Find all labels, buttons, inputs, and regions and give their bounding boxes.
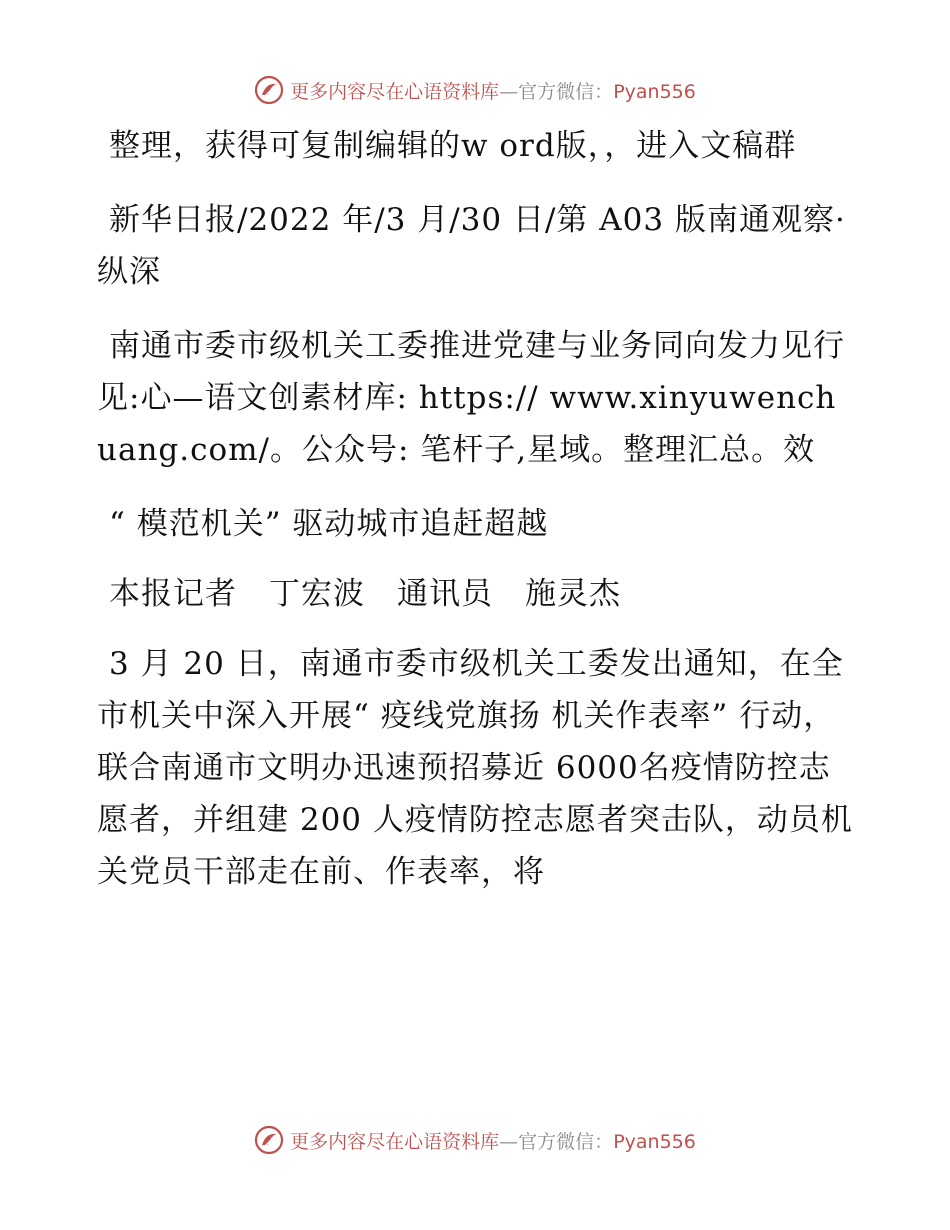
footer-watermark [0,1120,950,1160]
paragraph-subtitle: “ 模范机关” 驱动城市追赶超越 [109,506,549,542]
paragraph-intro: 整理，获得可复制编辑的w ord版，，进入文稿群 [109,128,797,164]
paragraph-headline: 南通市委市级机关工委推进党建与业务同向发力见行见:心—语文创素材库: https:// www.xinyuwenchuang.com/。公众号: 笔杆子,星域。整理汇总。效 [97,328,845,468]
paragraph-byline: 本报记者 丁宏波 通讯员 施灵杰 [109,576,621,612]
paragraph-body: 3 月 20 日，南通市委市级机关工委发出通知，在全市机关中深入开展“ 疫线党旗扬 机关作表率” 行动，联合南通市文明办迅速预招募近 6000名疫情防控志愿者，并组建 200 人疫情防控志愿者突击队，动员机关党员干部走在前、作表率，将 [97,646,853,890]
brand-logo-icon [254,1125,284,1155]
watermark-text: 更多内容尽在心语资料库—官方微信：Pyan556 [290,1130,696,1153]
document-body [97,120,857,920]
brand-logo-icon [254,75,284,105]
header-watermark [0,70,950,110]
watermark-text: 更多内容尽在心语资料库—官方微信：Pyan556 [290,80,696,103]
paragraph-source: 新华日报/2022 年/3 月/30 日/第 A03 版南通观察· 纵深 [97,202,846,290]
